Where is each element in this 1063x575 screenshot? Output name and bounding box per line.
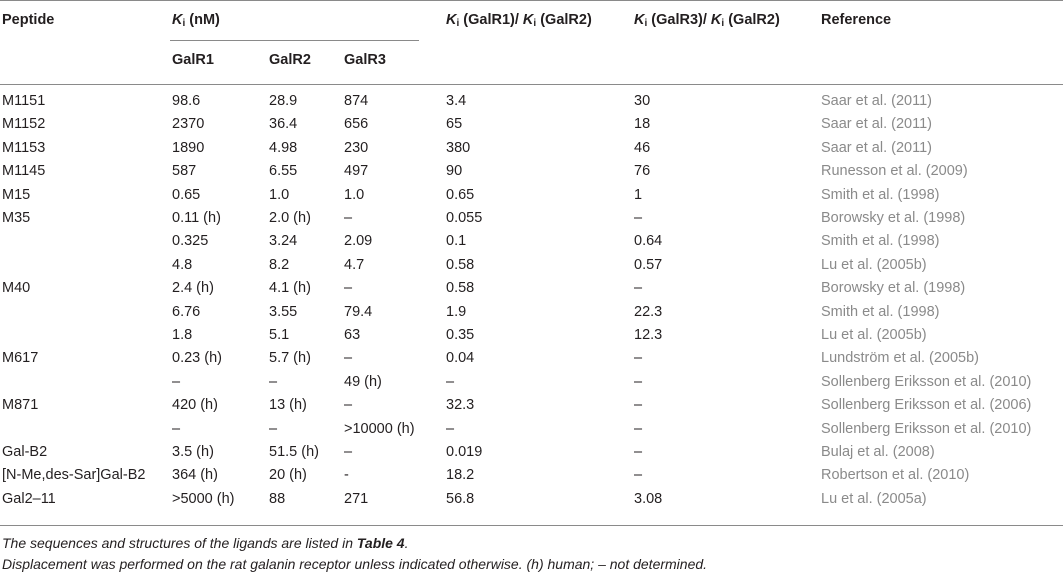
cell-reference: Smith et al. (1998) bbox=[821, 303, 940, 320]
cell-ratio-r1-r2: 0.65 bbox=[446, 186, 475, 203]
cell-ratio-r3-r2: 46 bbox=[634, 139, 651, 156]
cell-ratio-r1-r2: 56.8 bbox=[446, 490, 475, 507]
cell-ki-galr2: 51.5 (h) bbox=[269, 444, 319, 460]
cell-reference: Robertson et al. (2010) bbox=[821, 467, 970, 484]
cell-reference: Smith et al. (1998) bbox=[821, 186, 940, 203]
cell-reference: Lu et al. (2005b) bbox=[821, 327, 927, 343]
cell-reference: Saar et al. (2011) bbox=[821, 93, 932, 109]
cell-ki-galr3: – bbox=[344, 280, 353, 297]
cell-ratio-r3-r2: 0.64 bbox=[634, 233, 663, 250]
cell-ratio-r3-r2: 30 bbox=[634, 93, 651, 109]
cell-ki-galr3: 230 bbox=[344, 139, 369, 156]
cell-ki-galr1: 2370 bbox=[172, 116, 205, 133]
cell-ki-galr3: 656 bbox=[344, 116, 369, 133]
cell-ki-galr1: >5000 (h) bbox=[172, 490, 235, 507]
cell-ki-galr1: 3.5 (h) bbox=[172, 444, 214, 460]
header-peptide: Peptide bbox=[2, 12, 55, 28]
cell-ki-galr2: 1.0 bbox=[269, 186, 290, 203]
cell-ki-galr3: 874 bbox=[344, 93, 369, 109]
cell-ki-galr1: 2.4 (h) bbox=[172, 280, 214, 297]
cell-ki-galr2: 3.55 bbox=[269, 303, 298, 320]
cell-ratio-r3-r2: – bbox=[634, 397, 643, 414]
header-galr3: GalR3 bbox=[344, 52, 386, 68]
cell-ki-galr3: – bbox=[344, 350, 353, 367]
cell-ratio-r3-r2: – bbox=[634, 420, 643, 437]
cell-reference: Lu et al. (2005a) bbox=[821, 490, 927, 507]
cell-peptide: M1151 bbox=[2, 93, 46, 109]
cell-ratio-r3-r2: – bbox=[634, 444, 643, 460]
cell-peptide: M871 bbox=[2, 397, 39, 414]
cell-ki-galr3: 4.7 bbox=[344, 256, 365, 273]
cell-ki-galr1: 587 bbox=[172, 163, 197, 180]
cell-ki-galr2: 36.4 bbox=[269, 116, 298, 133]
cell-ratio-r1-r2: 0.1 bbox=[446, 233, 467, 250]
cell-ratio-r3-r2: – bbox=[634, 373, 643, 390]
header-bottom-rule bbox=[0, 84, 1063, 85]
cell-reference: Bulaj et al. (2008) bbox=[821, 444, 935, 460]
cell-peptide: M617 bbox=[2, 350, 39, 367]
cell-ki-galr3: 2.09 bbox=[344, 233, 373, 250]
cell-ki-galr3: – bbox=[344, 210, 353, 226]
cell-ratio-r1-r2: 0.04 bbox=[446, 350, 475, 367]
cell-ki-galr1: 420 (h) bbox=[172, 397, 218, 414]
cell-ki-galr1: 6.76 bbox=[172, 303, 201, 320]
cell-ratio-r3-r2: 0.57 bbox=[634, 256, 663, 273]
cell-peptide: M40 bbox=[2, 280, 31, 297]
cell-ki-galr1: – bbox=[172, 420, 181, 437]
cell-ratio-r1-r2: 0.58 bbox=[446, 256, 475, 273]
cell-ratio-r1-r2: 380 bbox=[446, 139, 471, 156]
cell-peptide: M15 bbox=[2, 186, 31, 203]
cell-ki-galr1: 98.6 bbox=[172, 93, 201, 109]
cell-ki-galr3: >10000 (h) bbox=[344, 420, 415, 437]
cell-ratio-r1-r2: 18.2 bbox=[446, 467, 475, 484]
cell-ki-galr2: 2.0 (h) bbox=[269, 210, 311, 226]
cell-ratio-r3-r2: 3.08 bbox=[634, 490, 663, 507]
cell-reference: Borowsky et al. (1998) bbox=[821, 280, 966, 297]
footnote-1: The sequences and structures of the ligands are listed in Table 4. bbox=[2, 535, 409, 551]
cell-peptide: M35 bbox=[2, 210, 31, 226]
cell-ki-galr1: 0.11 (h) bbox=[172, 210, 221, 226]
cell-reference: Lundström et al. (2005b) bbox=[821, 350, 979, 367]
cell-reference: Smith et al. (1998) bbox=[821, 233, 940, 250]
cell-peptide: Gal-B2 bbox=[2, 444, 48, 460]
cell-reference: Lu et al. (2005b) bbox=[821, 256, 927, 273]
cell-peptide: M1145 bbox=[2, 163, 46, 180]
cell-ki-galr2: 5.7 (h) bbox=[269, 350, 311, 367]
ki-group-rule bbox=[170, 40, 419, 41]
cell-reference: Runesson et al. (2009) bbox=[821, 163, 968, 180]
cell-ratio-r3-r2: 22.3 bbox=[634, 303, 663, 320]
cell-ratio-r3-r2: 12.3 bbox=[634, 327, 663, 343]
cell-ki-galr1: 0.65 bbox=[172, 186, 201, 203]
cell-ki-galr3: 49 (h) bbox=[344, 373, 382, 390]
cell-ki-galr2: – bbox=[269, 373, 278, 390]
cell-ki-galr2: 4.98 bbox=[269, 139, 298, 156]
cell-ki-galr1: 0.23 (h) bbox=[172, 350, 222, 367]
cell-ki-galr3: 271 bbox=[344, 490, 369, 507]
cell-ki-galr3: 497 bbox=[344, 163, 369, 180]
header-galr2: GalR2 bbox=[269, 52, 311, 68]
cell-ratio-r1-r2: 0.35 bbox=[446, 327, 475, 343]
top-rule bbox=[0, 0, 1063, 1]
cell-ratio-r3-r2: 1 bbox=[634, 186, 643, 203]
cell-reference: Saar et al. (2011) bbox=[821, 139, 932, 156]
cell-ki-galr1: 1890 bbox=[172, 139, 205, 156]
cell-reference: Sollenberg Eriksson et al. (2010) bbox=[821, 420, 1032, 437]
header-ratio-r3-r2: $K_i$ (GalR3)/ $K_i$ (GalR2) bbox=[634, 12, 780, 29]
cell-ki-galr1: 4.8 bbox=[172, 256, 193, 273]
cell-ratio-r3-r2: 76 bbox=[634, 163, 651, 180]
footnote-2: Displacement was performed on the rat galanin receptor unless indicated otherwise. (h) human; – not determined. bbox=[2, 556, 708, 572]
header-ratio-r1-r2: $K_i$ (GalR1)/ $K_i$ (GalR2) bbox=[446, 12, 592, 29]
cell-ratio-r3-r2: 18 bbox=[634, 116, 651, 133]
cell-peptide: Gal2–11 bbox=[2, 490, 56, 507]
cell-ratio-r1-r2: 0.055 bbox=[446, 210, 483, 226]
cell-peptide: M1152 bbox=[2, 116, 46, 133]
cell-ki-galr2: 8.2 bbox=[269, 256, 290, 273]
cell-ki-galr3: 79.4 bbox=[344, 303, 373, 320]
header-ki: $K_i$ (nM) bbox=[172, 12, 220, 29]
cell-ki-galr2: 6.55 bbox=[269, 163, 298, 180]
cell-ki-galr1: 1.8 bbox=[172, 327, 193, 343]
cell-peptide: [N-Me,des-Sar]Gal-B2 bbox=[2, 467, 146, 484]
cell-ratio-r1-r2: 0.58 bbox=[446, 280, 475, 297]
table-bottom-rule bbox=[0, 525, 1063, 526]
header-reference: Reference bbox=[821, 12, 892, 28]
cell-ratio-r1-r2: – bbox=[446, 373, 455, 390]
cell-ratio-r3-r2: – bbox=[634, 280, 643, 297]
cell-reference: Sollenberg Eriksson et al. (2006) bbox=[821, 397, 1032, 414]
cell-ki-galr3: 1.0 bbox=[344, 186, 365, 203]
cell-ki-galr1: 0.325 bbox=[172, 233, 209, 250]
cell-ki-galr1: 364 (h) bbox=[172, 467, 218, 484]
cell-ki-galr3: – bbox=[344, 444, 353, 460]
cell-ki-galr3: – bbox=[344, 397, 353, 414]
cell-ki-galr2: – bbox=[269, 420, 278, 437]
cell-ki-galr3: 63 bbox=[344, 327, 361, 343]
cell-ki-galr2: 88 bbox=[269, 490, 286, 507]
cell-ki-galr2: 4.1 (h) bbox=[269, 280, 311, 297]
cell-ratio-r1-r2: – bbox=[446, 420, 455, 437]
cell-reference: Sollenberg Eriksson et al. (2010) bbox=[821, 373, 1032, 390]
cell-ki-galr3: - bbox=[344, 467, 349, 484]
cell-ki-galr2: 3.24 bbox=[269, 233, 298, 250]
cell-reference: Saar et al. (2011) bbox=[821, 116, 932, 133]
cell-ratio-r1-r2: 1.9 bbox=[446, 303, 467, 320]
cell-peptide: M1153 bbox=[2, 139, 46, 156]
cell-ratio-r3-r2: – bbox=[634, 467, 643, 484]
cell-ki-galr2: 20 (h) bbox=[269, 467, 307, 484]
cell-ki-galr2: 28.9 bbox=[269, 93, 298, 109]
cell-ratio-r1-r2: 0.019 bbox=[446, 444, 483, 460]
cell-ratio-r1-r2: 65 bbox=[446, 116, 463, 133]
cell-ratio-r1-r2: 32.3 bbox=[446, 397, 475, 414]
header-galr1: GalR1 bbox=[172, 52, 214, 68]
cell-ki-galr2: 5.1 bbox=[269, 327, 290, 343]
cell-reference: Borowsky et al. (1998) bbox=[821, 210, 966, 226]
cell-ratio-r1-r2: 3.4 bbox=[446, 93, 467, 109]
cell-ratio-r1-r2: 90 bbox=[446, 163, 463, 180]
cell-ratio-r3-r2: – bbox=[634, 350, 643, 367]
cell-ki-galr2: 13 (h) bbox=[269, 397, 307, 414]
cell-ratio-r3-r2: – bbox=[634, 210, 643, 226]
cell-ki-galr1: – bbox=[172, 373, 181, 390]
